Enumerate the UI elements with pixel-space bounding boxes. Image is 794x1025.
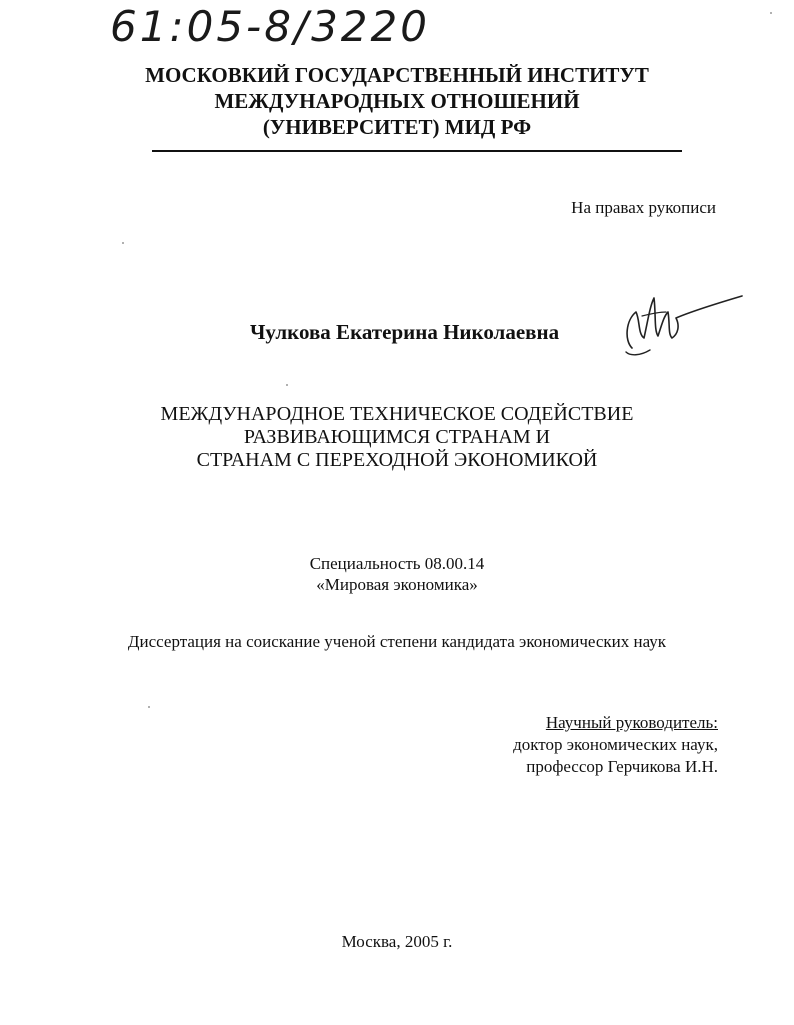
degree-statement: Диссертация на соискание ученой степени кандидата экономических наук	[127, 632, 667, 651]
manuscript-note: На правах рукописи	[571, 198, 716, 217]
supervisor-block	[513, 712, 718, 778]
specialty	[0, 553, 794, 595]
header-divider	[152, 150, 682, 152]
supervisor-degree: доктор экономических наук,	[513, 735, 718, 754]
supervisor-heading: Научный руководитель:	[545, 713, 718, 732]
specialty-name: «Мировая экономика»	[316, 575, 478, 594]
institution-line-1: МОСКОВКИЙ ГОСУДАРСТВЕННЫЙ ИНСТИТУТ	[145, 63, 649, 87]
title-line-3: СТРАНАМ С ПЕРЕХОДНОЙ ЭКОНОМИКОЙ	[196, 449, 598, 471]
title-line-2: РАЗВИВАЮЩИМСЯ СТРАНАМ И	[243, 426, 551, 448]
institution-name	[0, 62, 794, 140]
scan-speck	[122, 242, 124, 244]
specialty-code: Специальность 08.00.14	[309, 554, 485, 573]
scan-speck	[770, 12, 772, 14]
scan-speck	[286, 384, 288, 386]
dissertation-title	[0, 403, 794, 472]
institution-line-2: МЕЖДУНАРОДНЫХ ОТНОШЕНИЙ	[214, 89, 580, 113]
supervisor-name: профессор Герчикова И.Н.	[526, 757, 718, 776]
institution-line-3: (УНИВЕРСИТЕТ) МИД РФ	[262, 115, 532, 139]
archive-code: 61:05-8/3220	[110, 2, 430, 51]
title-line-1: МЕЖДУНАРОДНОЕ ТЕХНИЧЕСКОЕ СОДЕЙСТВИЕ	[160, 403, 634, 425]
signature-icon	[620, 290, 745, 360]
place-and-year: Москва, 2005 г.	[341, 932, 453, 951]
author-name: Чулкова Екатерина Николаевна	[250, 320, 560, 344]
scan-speck	[148, 706, 150, 708]
